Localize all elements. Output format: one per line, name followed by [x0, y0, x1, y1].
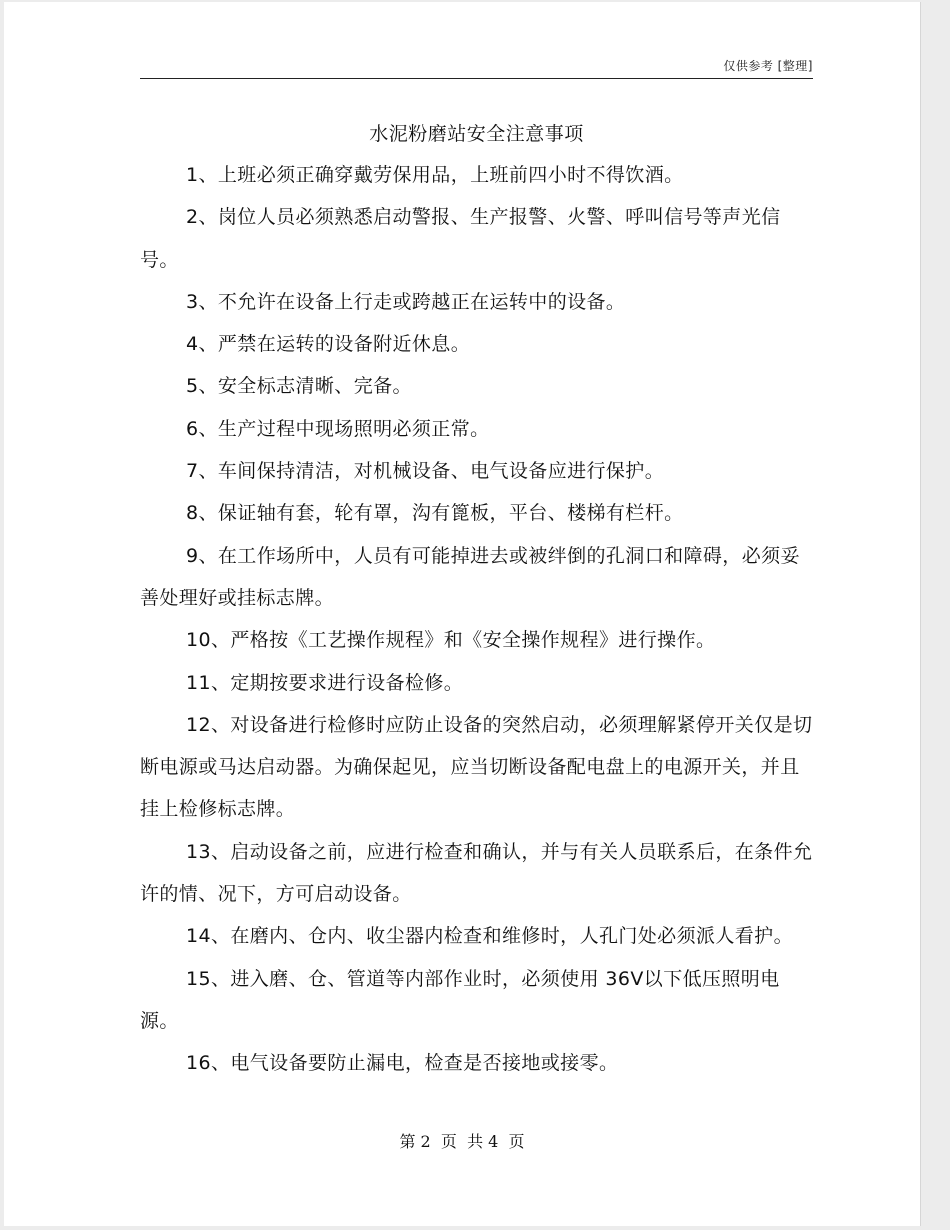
document-page	[4, 2, 921, 1226]
header-label: 仅供参考 [整理]	[723, 59, 813, 73]
list-item: 1、上班必须正确穿戴劳保用品，上班前四小时不得饮酒。	[186, 164, 684, 186]
list-item: 14、在磨内、仓内、收尘器内检查和维修时，人孔门处必须派人看护。	[186, 925, 793, 948]
list-item: 3、不允许在设备上行走或跨越正在运转中的设备。	[186, 290, 626, 313]
list-item: 12、对设备进行检修时应防止设备的突然启动，必须理解紧停开关仅是切断电源或马达启动器。为确保起见，应当切断设备配电盘上的电源开关，并且挂上检修标志牌。	[140, 713, 813, 821]
list-item: 7、车间保持清洁，对机械设备、电气设备应进行保护。	[186, 460, 665, 483]
list-item: 16、电气设备要防止漏电，检查是否接地或接零。	[186, 1052, 619, 1075]
list-item: 8、保证轴有套，轮有罩，沟有篦板，平台、楼梯有栏杆。	[186, 502, 684, 525]
list-item: 13、启动设备之前，应进行检查和确认，并与有关人员联系后，在条件允许的情、况下，方可启动设备。	[140, 840, 813, 906]
list-item: 15、进入磨、仓、管道等内部作业时，必须使用 36V以下低压照明电源。	[140, 967, 780, 1032]
list-item: 2、岗位人员必须熟悉启动警报、生产报警、火警、呼叫信号等声光信号。	[140, 206, 781, 271]
document-title: 水泥粉磨站安全注意事项	[369, 123, 584, 145]
document-body	[140, 154, 813, 1085]
page-footer: 第 2 页 共 4 页	[399, 1132, 525, 1151]
list-item: 11、定期按要求进行设备检修。	[186, 671, 464, 694]
page-header	[140, 54, 813, 79]
list-item: 9、在工作场所中，人员有可能掉进去或被绊倒的孔洞口和障碍，必须妥善处理好或挂标志牌。	[140, 544, 800, 609]
list-item: 10、严格按《工艺操作规程》和《安全操作规程》进行操作。	[186, 629, 716, 652]
list-item: 4、严禁在运转的设备附近休息。	[186, 333, 471, 356]
list-item: 6、生产过程中现场照明必须正常。	[186, 417, 490, 440]
list-item: 5、安全标志清晰、完备。	[186, 375, 412, 398]
